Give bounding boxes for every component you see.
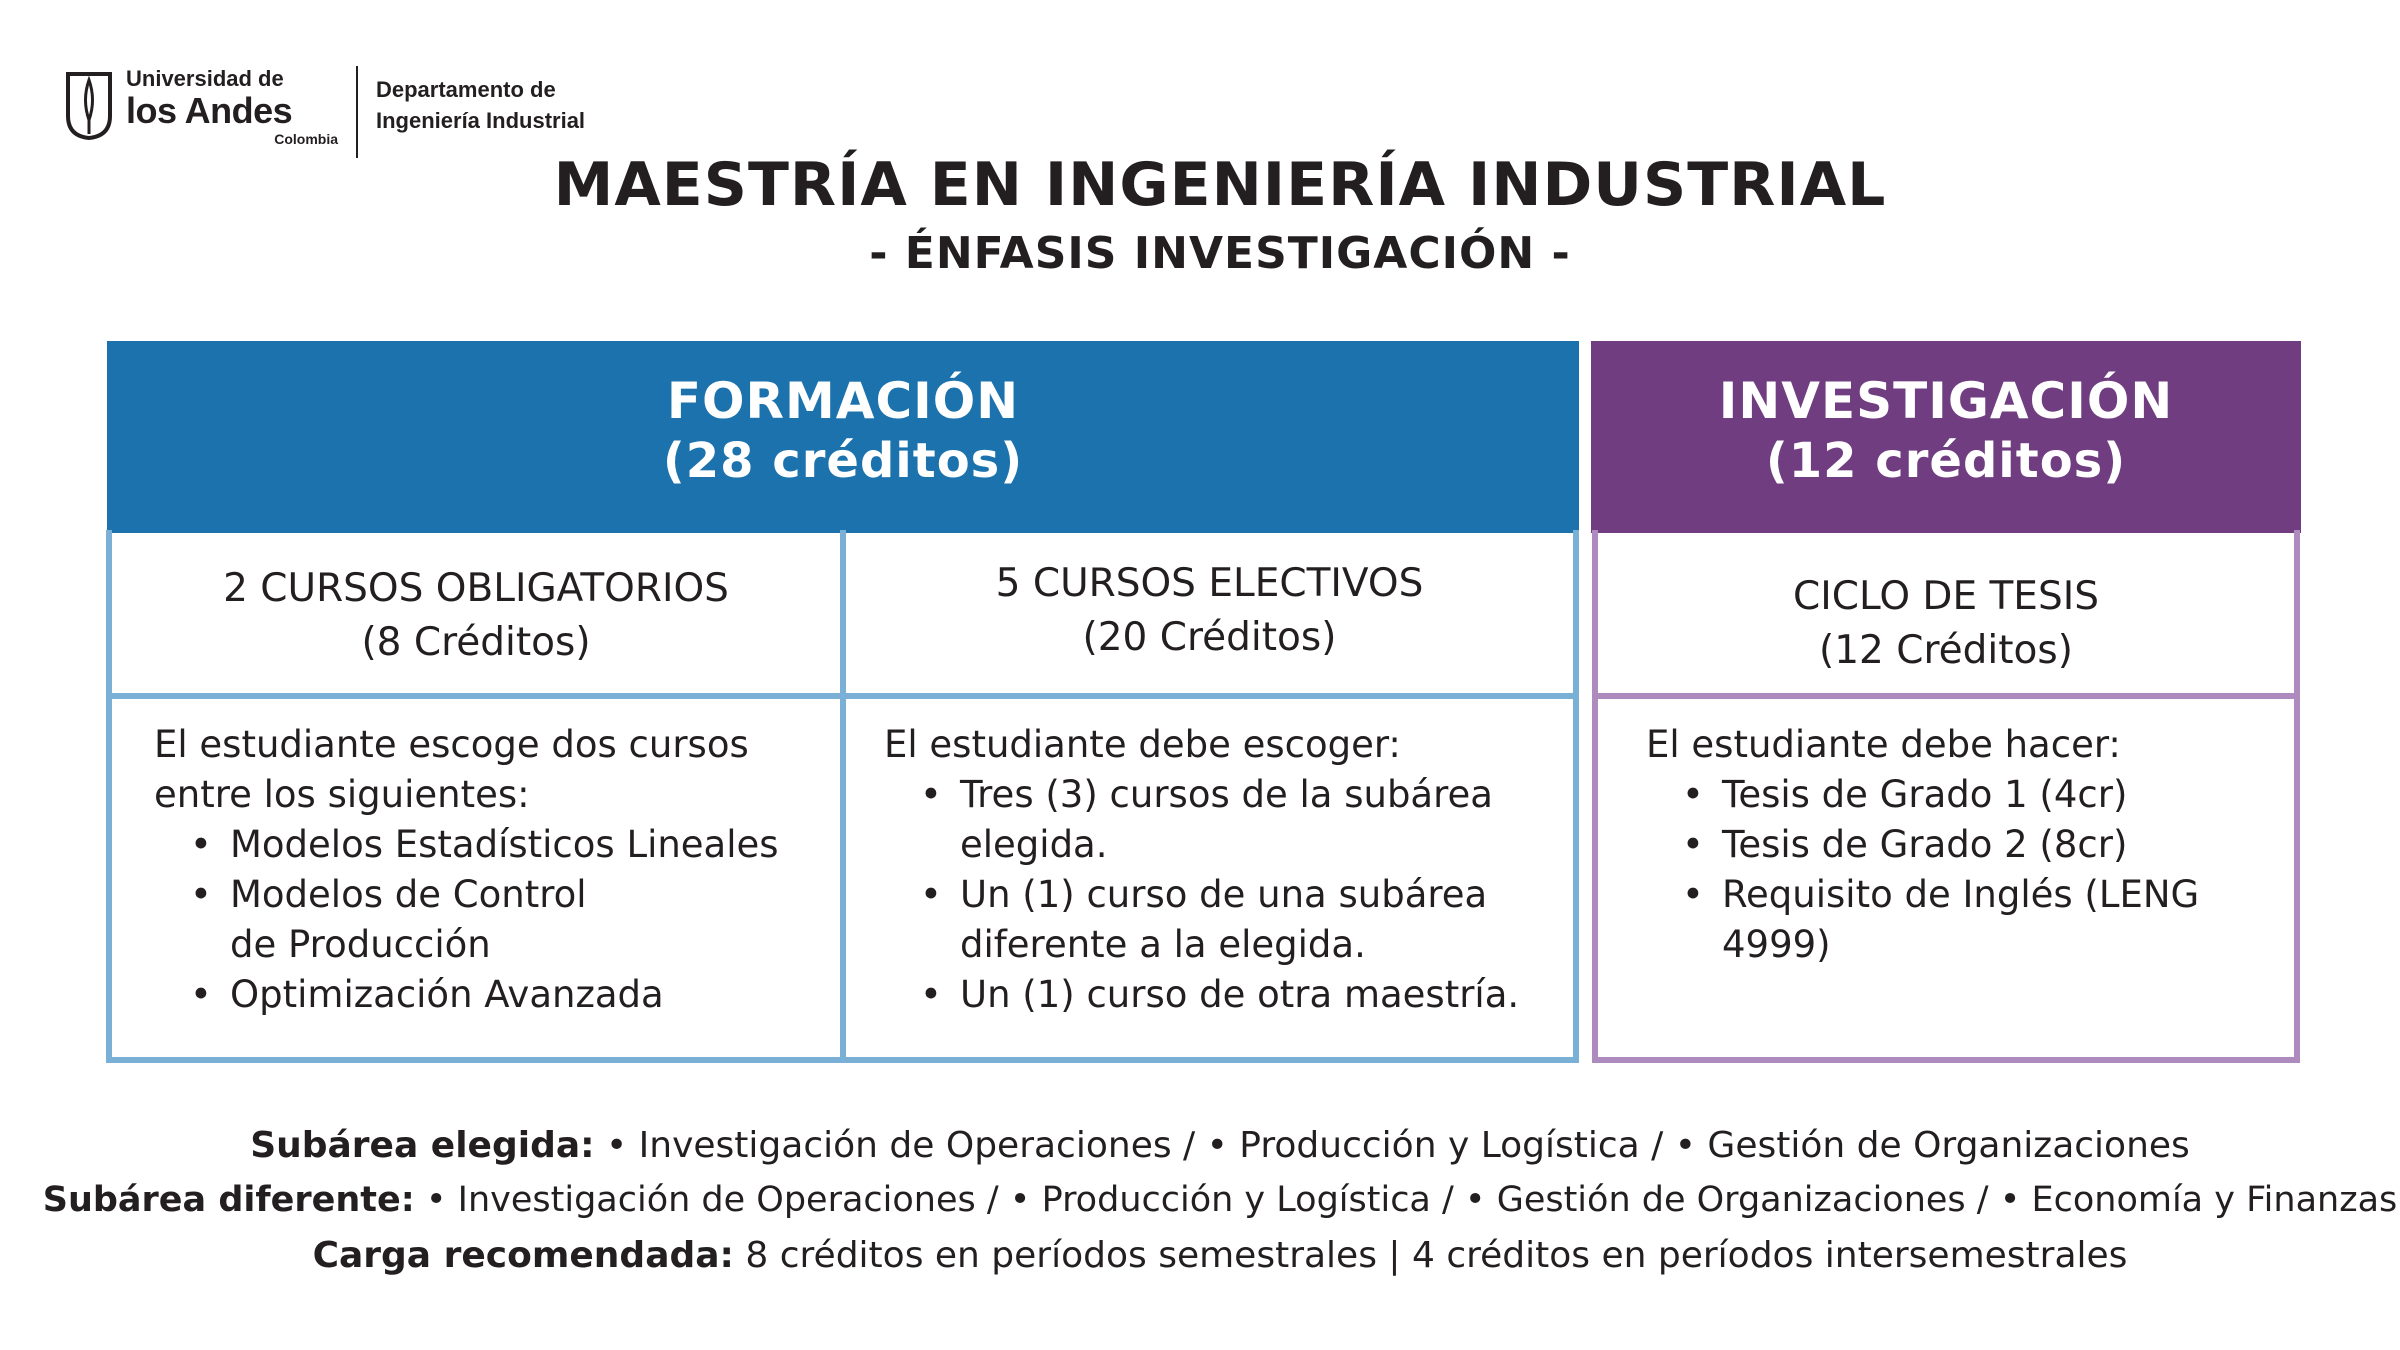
list-item-continuation: elegida. xyxy=(960,823,1108,866)
investigacion-credits: (12 créditos) xyxy=(1765,433,2127,489)
footer-subarea-diferente xyxy=(0,1173,2400,1228)
list-item-continuation: diferente a la elegida. xyxy=(960,923,1366,966)
electivos-header xyxy=(846,557,1573,665)
formacion-credits: (28 créditos) xyxy=(662,433,1024,489)
tesis-header xyxy=(1598,570,2294,678)
electivos-intro: El estudiante debe escoger: xyxy=(884,723,1401,766)
list-item: • Optimización Avanzada xyxy=(230,970,779,1020)
university-name xyxy=(126,66,346,148)
formacion-row-divider xyxy=(106,693,1579,699)
list-item: • Modelos Estadísticos Lineales xyxy=(230,820,779,870)
investigacion-header xyxy=(1591,341,2301,533)
dept-line-1: Departamento de xyxy=(376,77,556,102)
investigacion-title: INVESTIGACIÓN xyxy=(1718,372,2174,430)
footer-label: Subárea elegida: xyxy=(250,1125,595,1166)
electivos-heading: 5 CURSOS ELECTIVOS xyxy=(995,561,1424,606)
obligatorios-body xyxy=(154,720,779,1020)
tesis-body xyxy=(1646,720,2199,970)
formacion-title: FORMACIÓN xyxy=(666,372,1020,430)
logo-line-2: los Andes xyxy=(126,90,293,131)
list-item: • Un (1) curso de una subárea xyxy=(960,870,1519,920)
tesis-credits: (12 Créditos) xyxy=(1819,628,2073,673)
tesis-list xyxy=(1646,770,2199,970)
department-name xyxy=(376,74,585,136)
obligatorios-intro-2: entre los siguientes: xyxy=(154,773,530,816)
footer-text: • Investigación de Operaciones / • Producción y Logística / • Gestión de Organizaciones / • Economía y Finanzas xyxy=(414,1180,2398,1220)
electivos-list xyxy=(884,770,1519,1020)
electivos-credits: (20 Créditos) xyxy=(1082,615,1337,660)
obligatorios-credits: (8 Créditos) xyxy=(361,620,591,665)
formacion-header xyxy=(107,341,1579,533)
obligatorios-heading: 2 CURSOS OBLIGATORIOS xyxy=(223,566,729,611)
obligatorios-list xyxy=(154,820,779,1020)
list-item: • Modelos de Control xyxy=(230,870,779,920)
list-item: • Un (1) curso de otra maestría. xyxy=(960,970,1519,1020)
footer-text: 8 créditos en períodos semestrales | 4 créditos en períodos intersemestrales xyxy=(733,1235,2128,1276)
tesis-heading: CICLO DE TESIS xyxy=(1793,574,2099,619)
list-item: • Requisito de Inglés (LENG xyxy=(1722,870,2199,920)
los-andes-emblem-icon xyxy=(62,70,116,140)
investigacion-row-divider xyxy=(1592,693,2300,699)
list-item-continuation: 4999) xyxy=(1722,923,1831,966)
dept-line-2: Ingeniería Industrial xyxy=(376,108,586,133)
logo-divider xyxy=(356,66,358,158)
page-title: MAESTRÍA EN INGENIERÍA INDUSTRIAL xyxy=(553,150,1887,220)
footer-carga-recomendada xyxy=(0,1228,2400,1283)
list-item: • Tesis de Grado 1 (4cr) xyxy=(1722,770,2199,820)
obligatorios-intro-1: El estudiante escoge dos cursos xyxy=(154,723,749,766)
footer-subarea-elegida xyxy=(0,1118,2400,1173)
page-subtitle: - ÉNFASIS INVESTIGACIÓN - xyxy=(869,228,1571,279)
footer-text: • Investigación de Operaciones / • Producción y Logística / • Gestión de Organizaciones xyxy=(594,1125,2190,1166)
footer-label: Subárea diferente: xyxy=(42,1180,415,1220)
list-item: • Tres (3) cursos de la subárea xyxy=(960,770,1519,820)
list-item-continuation: de Producción xyxy=(230,923,491,966)
electivos-body xyxy=(884,720,1519,1020)
logo-line-3: Colombia xyxy=(274,131,338,147)
tesis-intro: El estudiante debe hacer: xyxy=(1646,723,2121,766)
list-item: • Tesis de Grado 2 (8cr) xyxy=(1722,820,2199,870)
logo-line-1: Universidad de xyxy=(126,66,284,91)
footer-label: Carga recomendada: xyxy=(312,1235,734,1276)
obligatorios-header xyxy=(112,562,840,670)
